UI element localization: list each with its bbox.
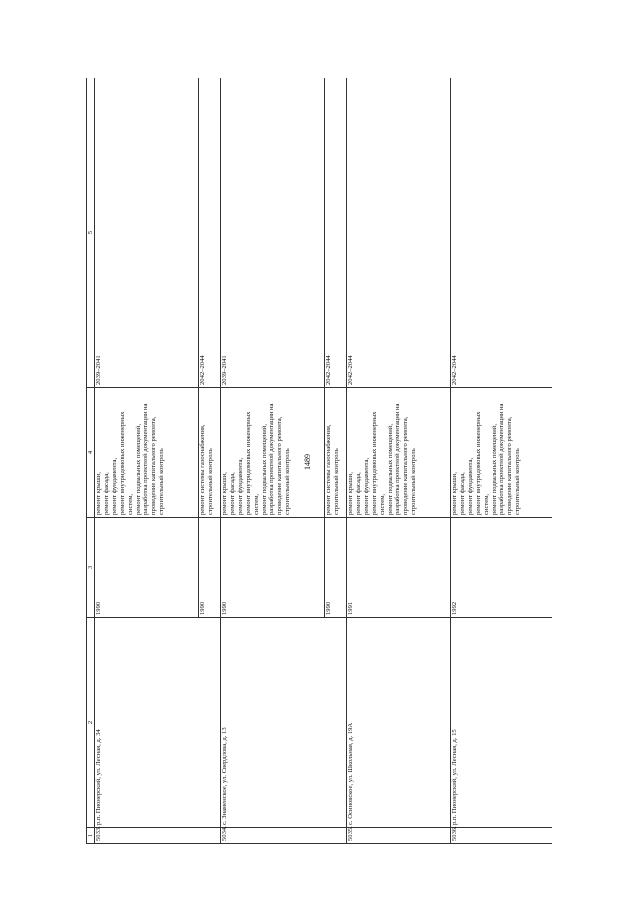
row-number: 5034. — [221, 828, 347, 844]
period-cell: 2042–2044 — [451, 78, 553, 388]
table-row — [221, 78, 325, 844]
address-cell: с. Осиновское, ул. Школьная, д. 19А — [347, 618, 451, 828]
works-cell: ремонт крыши, ремонт фасада, ремонт фундамента, ремонт внутридомовых инженерных систем, ремонт подвальных помещений, разработка проектной документации на проведение капитального ремонта, строительный контроль — [451, 388, 553, 518]
column-number-5: 5 — [87, 78, 95, 388]
column-number-1: 1 — [87, 828, 95, 844]
column-number-row — [87, 78, 95, 844]
row-number: 5035. — [347, 828, 451, 844]
year-cell: 1990 — [325, 518, 347, 618]
table-container — [86, 78, 552, 844]
period-cell: 2042–2044 — [325, 78, 347, 388]
column-number-2: 2 — [87, 618, 95, 828]
column-number-4: 4 — [87, 388, 95, 518]
year-cell: 1990 — [199, 518, 221, 618]
works-cell: ремонт системы газоснабжения, строительный контроль — [325, 388, 347, 518]
year-cell: 1991 — [347, 518, 451, 618]
year-cell: 1990 — [221, 518, 325, 618]
works-cell: ремонт крыши, ремонт фасада, ремонт фундамента, ремонт внутридомовых инженерных систем, ремонт подвальных помещений, разработка проектной документации на проведение капитального ремонта, строительный контроль — [221, 388, 325, 518]
capital-repair-table — [86, 78, 552, 844]
period-cell: 2039–2041 — [221, 78, 325, 388]
table-row — [347, 78, 451, 844]
row-number: 5036. — [451, 828, 553, 844]
rotated-table-wrapper — [86, 78, 552, 844]
works-cell: ремонт системы газоснабжения, строительный контроль — [199, 388, 221, 518]
table-row — [451, 78, 553, 844]
page-number: 1489 — [303, 454, 312, 470]
address-cell: с. Знаменское, ул. Свердлова, д. 13 — [221, 618, 347, 828]
period-cell: 2042–2044 — [347, 78, 451, 388]
works-cell: ремонт крыши, ремонт фасада, ремонт фундамента, ремонт внутридомовых инженерных систем, ремонт подвальных помещений, разработка проектной документации на проведение капитального ремонта, строительный контроль — [95, 388, 199, 518]
row-number: 5033. — [95, 828, 221, 844]
period-cell: 2039–2041 — [95, 78, 199, 388]
works-cell: ремонт крыши, ремонт фасада, ремонт фундамента, ремонт внутридомовых инженерных систем, ремонт подвальных помещений, разработка проектной документации на проведение капитального ремонта, строительный контроль — [347, 388, 451, 518]
address-cell: р.п. Пионерский, ул. Лесная, д. 34 — [95, 618, 221, 828]
address-cell: р.п. Пионерский, ул. Лесная, д. 15 — [451, 618, 553, 828]
year-cell: 1990 — [95, 518, 199, 618]
period-cell: 2042–2044 — [199, 78, 221, 388]
year-cell: 1992 — [451, 518, 553, 618]
column-number-3: 3 — [87, 518, 95, 618]
table-row — [95, 78, 199, 844]
